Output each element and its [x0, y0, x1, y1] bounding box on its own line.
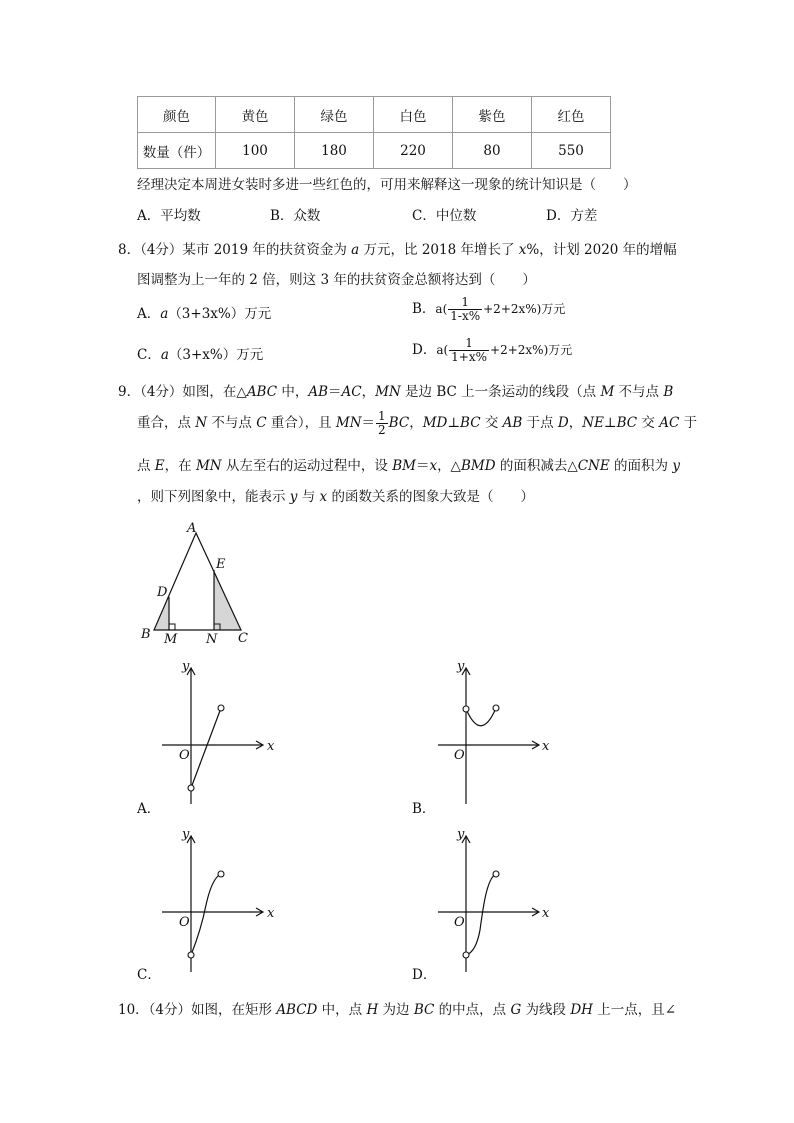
q9-stem-line2: 重合，点 N 不与点 C 重合），且 MN＝ $\frac{1}{2}$ BC，MD⊥BC 交 AB 于点 D，NE⊥BC 交 AC 于 [137, 409, 698, 437]
q9-option-a: A． [137, 801, 161, 817]
origin-label: O [179, 915, 190, 930]
q8-option-d: D．a( $\frac{1}{1+x\%}$ +2+2x%)万元 [412, 336, 573, 364]
q8-option-c: C．a（3+x%）万元 [137, 347, 264, 363]
q7-option-d: D．方差 [546, 208, 598, 224]
y-axis-label: y [457, 659, 465, 674]
q8-stem-line1: 8．（4分）某市 2019 年的扶贫资金为 a 万元，比 2018 年增长了 x%，计划 2020 年的增幅 [118, 242, 677, 258]
table-cell: 100 [216, 133, 295, 169]
label-e: E [216, 557, 226, 572]
y-axis-label: y [182, 827, 190, 842]
table-cell: 180 [295, 133, 374, 169]
q9-stem-line4: ，则下列图象中，能表示 y 与 x 的函数关系的图象大致是（ ） [137, 489, 534, 505]
function-curve [466, 874, 496, 955]
table-cell: 红色 [532, 97, 611, 133]
open-endpoint [463, 952, 469, 958]
y-axis-label: y [457, 827, 465, 842]
table-cell: 220 [374, 133, 453, 169]
q7-option-b: B．众数 [270, 208, 321, 224]
open-endpoint [493, 871, 499, 877]
label-n: N [206, 632, 218, 647]
label-m: M [164, 632, 178, 647]
x-axis-label: x [267, 739, 275, 754]
q9-stem-line1: 9．（4分）如图，在△ABC 中，AB＝AC，MN 是边 BC 上一条运动的线段（点 M 不与点 B [118, 384, 674, 400]
q9-option-c: C． [137, 967, 161, 983]
label-a: A [187, 521, 197, 536]
q9-option-d: D． [412, 967, 437, 983]
label-d: D [157, 585, 168, 600]
origin-label: O [454, 748, 465, 763]
q8-option-a: A．a（3+3x%）万元 [137, 306, 272, 322]
q7-option-a: A．平均数 [137, 208, 201, 224]
x-axis-label: x [267, 906, 275, 921]
q9-stem-line3: 点 E，在 MN 从左至右的运动过程中，设 BM＝x，△BMD 的面积减去△CNE 的面积为 y [137, 458, 680, 474]
label-b: B [141, 627, 151, 642]
q7-option-c: C．中位数 [412, 208, 477, 224]
origin-label: O [454, 915, 465, 930]
table-cell: 550 [532, 133, 611, 169]
y-axis-label: y [182, 659, 190, 674]
x-axis-label: x [542, 739, 550, 754]
q7-stem: 经理决定本周进女装时多进一些红色的，可用来解释这一现象的统计知识是（ ） [137, 177, 637, 193]
table-cell: 黄色 [216, 97, 295, 133]
table-cell: 数量（件） [138, 133, 216, 169]
q8-stem-line2: 图调整为上一年的 2 倍，则这 3 年的扶贫资金总额将达到（ ） [137, 272, 536, 288]
table-cell: 白色 [374, 97, 453, 133]
table-cell: 颜色 [138, 97, 216, 133]
label-c: C [238, 631, 248, 646]
origin-label: O [179, 748, 190, 763]
table-cell: 80 [453, 133, 532, 169]
table-cell: 紫色 [453, 97, 532, 133]
q8-option-b: B．a( $\frac{1}{1-x\%}$ +2+2x%)万元 [412, 295, 566, 323]
q9-option-b: B． [412, 801, 436, 817]
q10-stem-line1: 10．（4分）如图，在矩形 ABCD 中，点 H 为边 BC 的中点，点 G 为线段 DH 上一点，且∠ [118, 1002, 677, 1018]
x-axis-label: x [542, 906, 550, 921]
table-cell: 绿色 [295, 97, 374, 133]
